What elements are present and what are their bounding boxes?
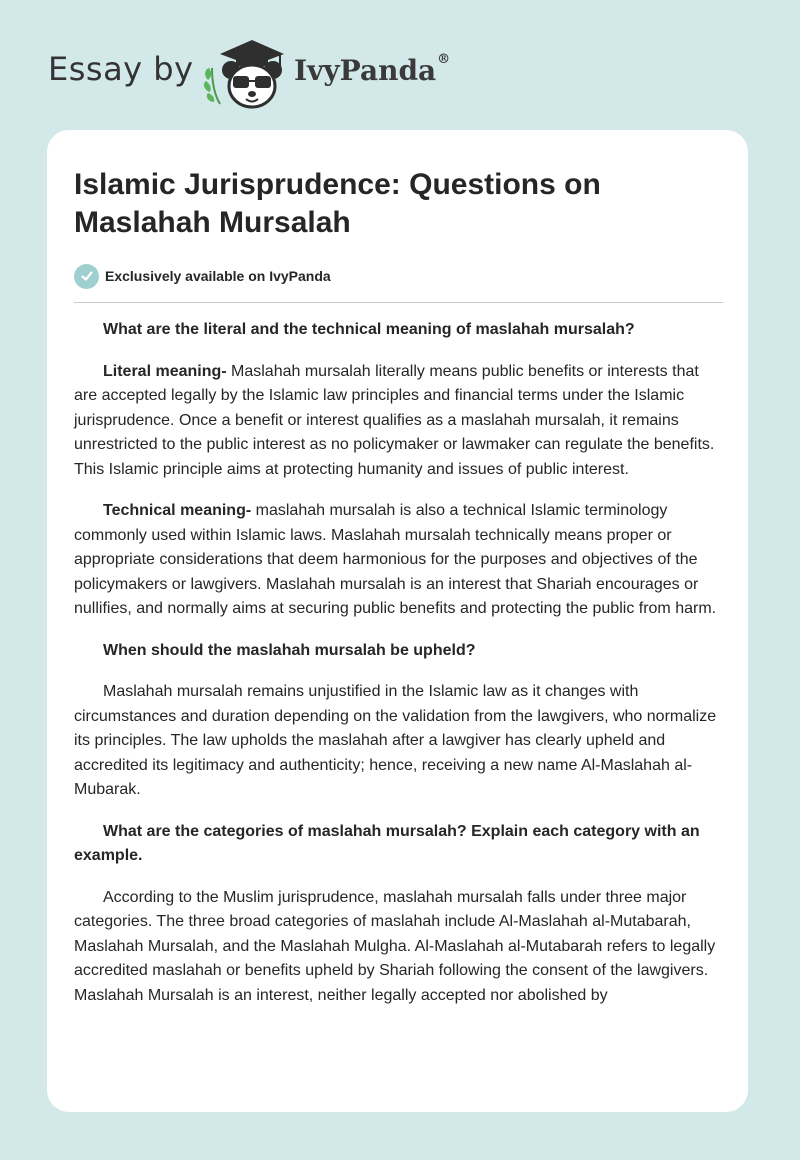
- exclusive-badge: [74, 263, 331, 289]
- essay-card: [47, 130, 748, 1112]
- paragraph-text: maslahah mursalah is also a technical Islamic terminology commonly used within Islamic laws. Maslahah mursalah technically means proper or appropriate considerations that deem harmonious for the purposes and objectives of the policymakers or lawgivers. Maslahah mursalah is an interest that Shariah encourages or nullifies, and normally aims at securing public benefits and protecting the public from harm.: [74, 502, 717, 617]
- brand-name-text: IvyPanda: [294, 54, 437, 87]
- panda-logo-icon[interactable]: [200, 32, 292, 112]
- paragraph: [74, 360, 724, 483]
- site-header: [48, 32, 548, 112]
- paragraph: Maslahah mursalah remains unjustified in the Islamic law as it changes with circumstances and duration depending on the validation from the lawgivers, who normalize its principles. The law upholds the maslahah after a lawgiver has clearly upheld and accredited its legitimacy and authenticity; hence, receiving a new name Al-Maslahah al-Mubarak.: [74, 683, 717, 798]
- paragraph: According to the Muslim jurisprudence, maslahah mursalah falls under three major categories. The three broad categories of maslahah include Al-Maslahah al-Mutabarah, Maslahah Mursalah, and the Maslahah Mulgha. Al-Maslahah al-Mutabarah refers to legally accredited maslahah or benefits upheld by Shariah following the consent of the lawgivers. Maslahah Mursalah is an interest, neither legally accepted nor abolished by: [74, 888, 716, 1004]
- essay-body: [74, 318, 724, 1025]
- question-heading: What are the categories of maslahah mursalah? Explain each category with an example.: [74, 822, 700, 864]
- paragraph-lead: Technical meaning-: [103, 502, 252, 519]
- brand-name[interactable]: [294, 54, 450, 87]
- page-title: Islamic Jurisprudence: Questions on Maslahah Mursalah: [74, 168, 601, 239]
- paragraph-text: Maslahah mursalah literally means public benefits or interests that are accepted legally by the Islamic law principles and financial terms under the Islamic jurisprudence. Once a benefit or interest qualifies as a maslahah mursalah, it remains unrestricted to the public interest as no policymaker or lawmaker can regulate the benefits. This Islamic principle aims at protecting humanity and issues of public interest.: [74, 362, 715, 478]
- registered-mark: ®: [437, 52, 451, 67]
- paragraph: [74, 499, 724, 622]
- question-heading: When should the maslahah mursalah be upheld?: [103, 641, 476, 659]
- question-heading: What are the literal and the technical meaning of maslahah mursalah?: [103, 321, 635, 338]
- exclusive-label: Exclusively available on IvyPanda: [105, 268, 331, 284]
- check-icon: [74, 264, 99, 289]
- divider: [74, 302, 723, 303]
- paragraph-lead: Literal meaning-: [103, 362, 227, 380]
- brand-prefix: Essay by: [48, 50, 194, 88]
